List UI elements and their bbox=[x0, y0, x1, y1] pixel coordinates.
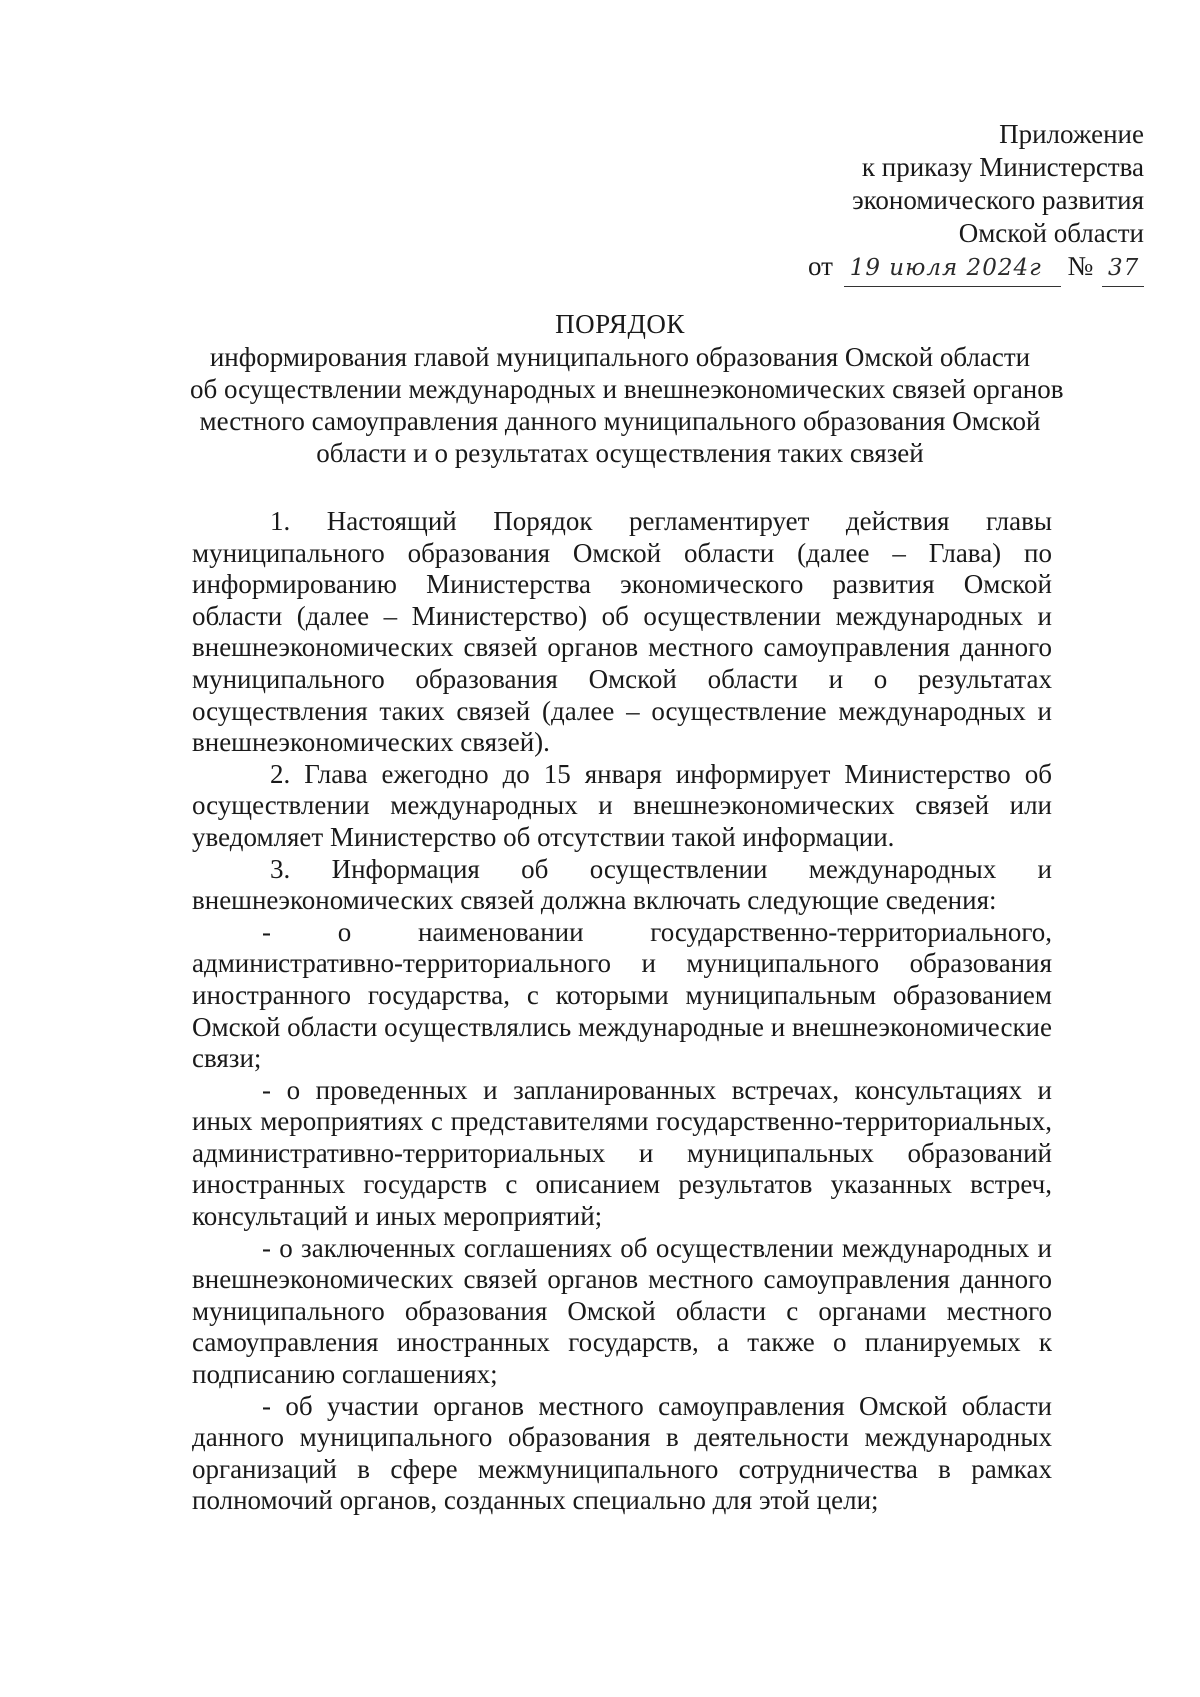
document-body bbox=[192, 506, 1052, 1517]
list-item-4: - об участии органов местного самоуправления Омской области данного муниципального образования в деятельности международных организаций в сфере межмуниципального сотрудничества в рамках полномочий органов, созданных специально для этой цели; bbox=[192, 1390, 1052, 1516]
paragraph-2: 2. Глава ежегодно до 15 января информирует Министерство об осуществлении международных и внешнеэкономических связей или уведомляет Министерство об отсутствии такой информации. bbox=[192, 758, 1052, 852]
document-subtitle-line-1: информирования главой муниципального образования Омской области bbox=[209, 342, 1031, 372]
document-subtitle-line-3: местного самоуправления данного муниципального образования Омской bbox=[199, 406, 1041, 436]
document-subtitle-line-2: об осуществлении международных и внешнеэкономических связей органов bbox=[190, 374, 1064, 404]
appendix-line-2: к приказу Министерства bbox=[861, 152, 1144, 182]
order-number-label: № bbox=[1067, 251, 1094, 281]
document-title-block bbox=[190, 308, 1064, 469]
paragraph-3: 3. Информация об осуществлении международных и внешнеэкономических связей должна включать следующие сведения: bbox=[192, 853, 1052, 916]
document-subtitle-line-4: области и о результатах осуществления таких связей bbox=[316, 438, 924, 468]
list-item-2: - о проведенных и запланированных встречах, консультациях и иных мероприятиях с представителями государственно-территориальных, административно-территориальных и муниципальных образований иностранных государств с описанием результатов указанных встреч, консультаций и иных мероприятий; bbox=[192, 1074, 1052, 1232]
order-reference bbox=[644, 250, 1144, 287]
appendix-line-4: Омской области bbox=[958, 218, 1144, 248]
paragraph-1: 1. Настоящий Порядок регламентирует действия главы муниципального образования Омской области (далее – Глава) по информированию Министерства экономического развития Омской области (далее – Министерство) об осуществлении международных и внешнеэкономических связей органов местного самоуправления данного муниципального образования Омской области и о результатах осуществления таких связей (далее – осуществление международных и внешнеэкономических связей). bbox=[192, 506, 1052, 758]
order-number-handwritten: 37 bbox=[1102, 252, 1144, 287]
order-date-handwritten: 19 июля 2024г bbox=[844, 252, 1061, 287]
list-item-1: - о наименовании государственно-территориального, административно-территориального и муниципального образования иностранного государства, с которыми муниципальным образованием Омской области осуществлялись международные и внешнеэкономические связи; bbox=[192, 916, 1052, 1074]
appendix-header bbox=[644, 118, 1144, 287]
order-prefix: от bbox=[808, 251, 833, 281]
list-item-3: - о заключенных соглашениях об осуществлении международных и внешнеэкономических связей органов местного самоуправления данного муниципального образования Омской области с органами местного самоуправления иностранных государств, а также о планируемых к подписанию соглашениях; bbox=[192, 1232, 1052, 1390]
document-title: ПОРЯДОК bbox=[555, 309, 685, 339]
appendix-line-1: Приложение bbox=[999, 119, 1144, 149]
appendix-line-3: экономического развития bbox=[852, 185, 1144, 215]
